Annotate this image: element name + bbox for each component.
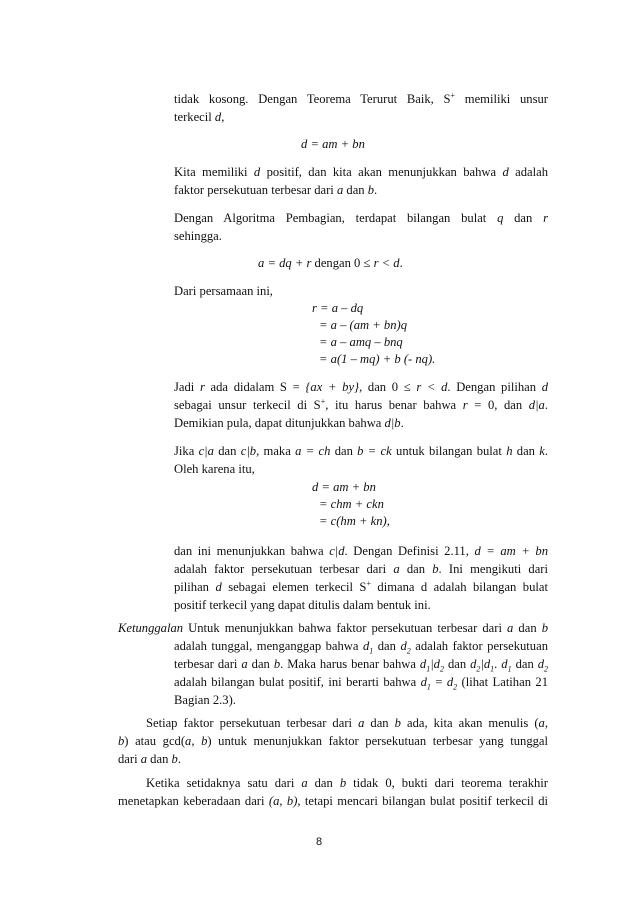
paragraph-line: sehingga.	[174, 229, 222, 243]
paragraph-line: Ketika setidaknya satu dari a dan b tidak 0, bukti dari teorema terakhir	[146, 776, 548, 790]
equation: d = am + bn	[301, 137, 365, 151]
paragraph-line: Jadi r ada didalam S = {ax + by}, dan 0 ≤ r < d. Dengan pilihan d	[174, 380, 548, 394]
equation-line: d = am + bn	[312, 480, 376, 494]
paragraph-line: faktor persekutuan terbesar dari a dan b.	[174, 183, 378, 197]
paragraph-line: Jika c|a dan c|b, maka a = ch dan b = ck untuk bilangan bulat h dan k.	[174, 444, 549, 458]
paragraph-line: Dari persamaan ini,	[174, 284, 273, 298]
paragraph-line: adalah bilangan bulat positif, ini berarti bahwa $d_1 = d_2$ (lihat Latihan 21	[174, 675, 548, 692]
paragraph-line: adalah faktor persekutuan terbesar dari a dan b. Ini mengikuti dari	[174, 562, 548, 576]
paragraph-line: dan ini menunjukkan bahwa c|d. Dengan Definisi 2.11, d = am + bn	[174, 544, 548, 558]
equation-line: = chm + ckn	[319, 497, 384, 511]
paragraph-line: dari a dan b.	[118, 752, 181, 766]
paragraph-line: Dengan Algoritma Pembagian, terdapat bilangan bulat q dan r	[174, 211, 548, 225]
page-number: 8	[315, 836, 323, 848]
paragraph-line: Demikian pula, dapat ditunjukkan bahwa d|b.	[174, 416, 404, 430]
paragraph-line: sebagai unsur terkecil di S+, itu harus benar bahwa r = 0, dan d|a.	[174, 396, 548, 412]
paragraph-line: Ketunggalan Untuk menunjukkan bahwa faktor persekutuan terbesar dari a dan b	[118, 621, 548, 635]
paragraph-line: Oleh karena itu,	[174, 462, 255, 476]
equation-line: = a(1 – mq) + b (- nq).	[319, 352, 436, 366]
paragraph-line: terbesar dari a dan b. Maka harus benar bahwa $d_1|d_2$ dan $d_2|d_1$. $d_1$ dan $d_2$	[174, 657, 549, 674]
equation-line: r = a – dq	[312, 301, 364, 315]
paragraph-line: Bagian 2.3).	[174, 693, 236, 707]
paragraph-line: Kita memiliki d positif, dan kita akan menunjukkan bahwa d adalah	[174, 165, 548, 179]
paragraph-line: positif terkecil yang dapat ditulis dalam bentuk ini.	[174, 598, 431, 612]
paragraph-line: tidak kosong. Dengan Teorema Terurut Baik, S+ memiliki unsur	[174, 90, 548, 106]
paragraph-line: terkecil d,	[174, 110, 225, 124]
paragraph-line: menetapkan keberadaan dari (a, b), tetapi mencari bilangan bulat positif terkecil di	[118, 794, 549, 808]
equation: a = dq + r dengan 0 ≤ r < d.	[258, 256, 403, 270]
paragraph-line: Setiap faktor persekutuan terbesar dari a dan b ada, kita akan menulis (a,	[146, 716, 548, 730]
paragraph-line: b) atau gcd(a, b) untuk menunjukkan faktor persekutuan terbesar yang tunggal	[118, 734, 549, 748]
paragraph-line: adalah tunggal, menganggap bahwa $d_1$ dan $d_2$ adalah faktor persekutuan	[174, 639, 548, 656]
paragraph-line: pilihan d sebagai elemen terkecil S+ dimana d adalah bilangan bulat	[174, 578, 548, 594]
equation-line: = c(hm + kn),	[319, 514, 390, 528]
equation-line: = a – amq – bnq	[319, 335, 403, 349]
equation-line: = a – (am + bn)q	[319, 318, 408, 332]
